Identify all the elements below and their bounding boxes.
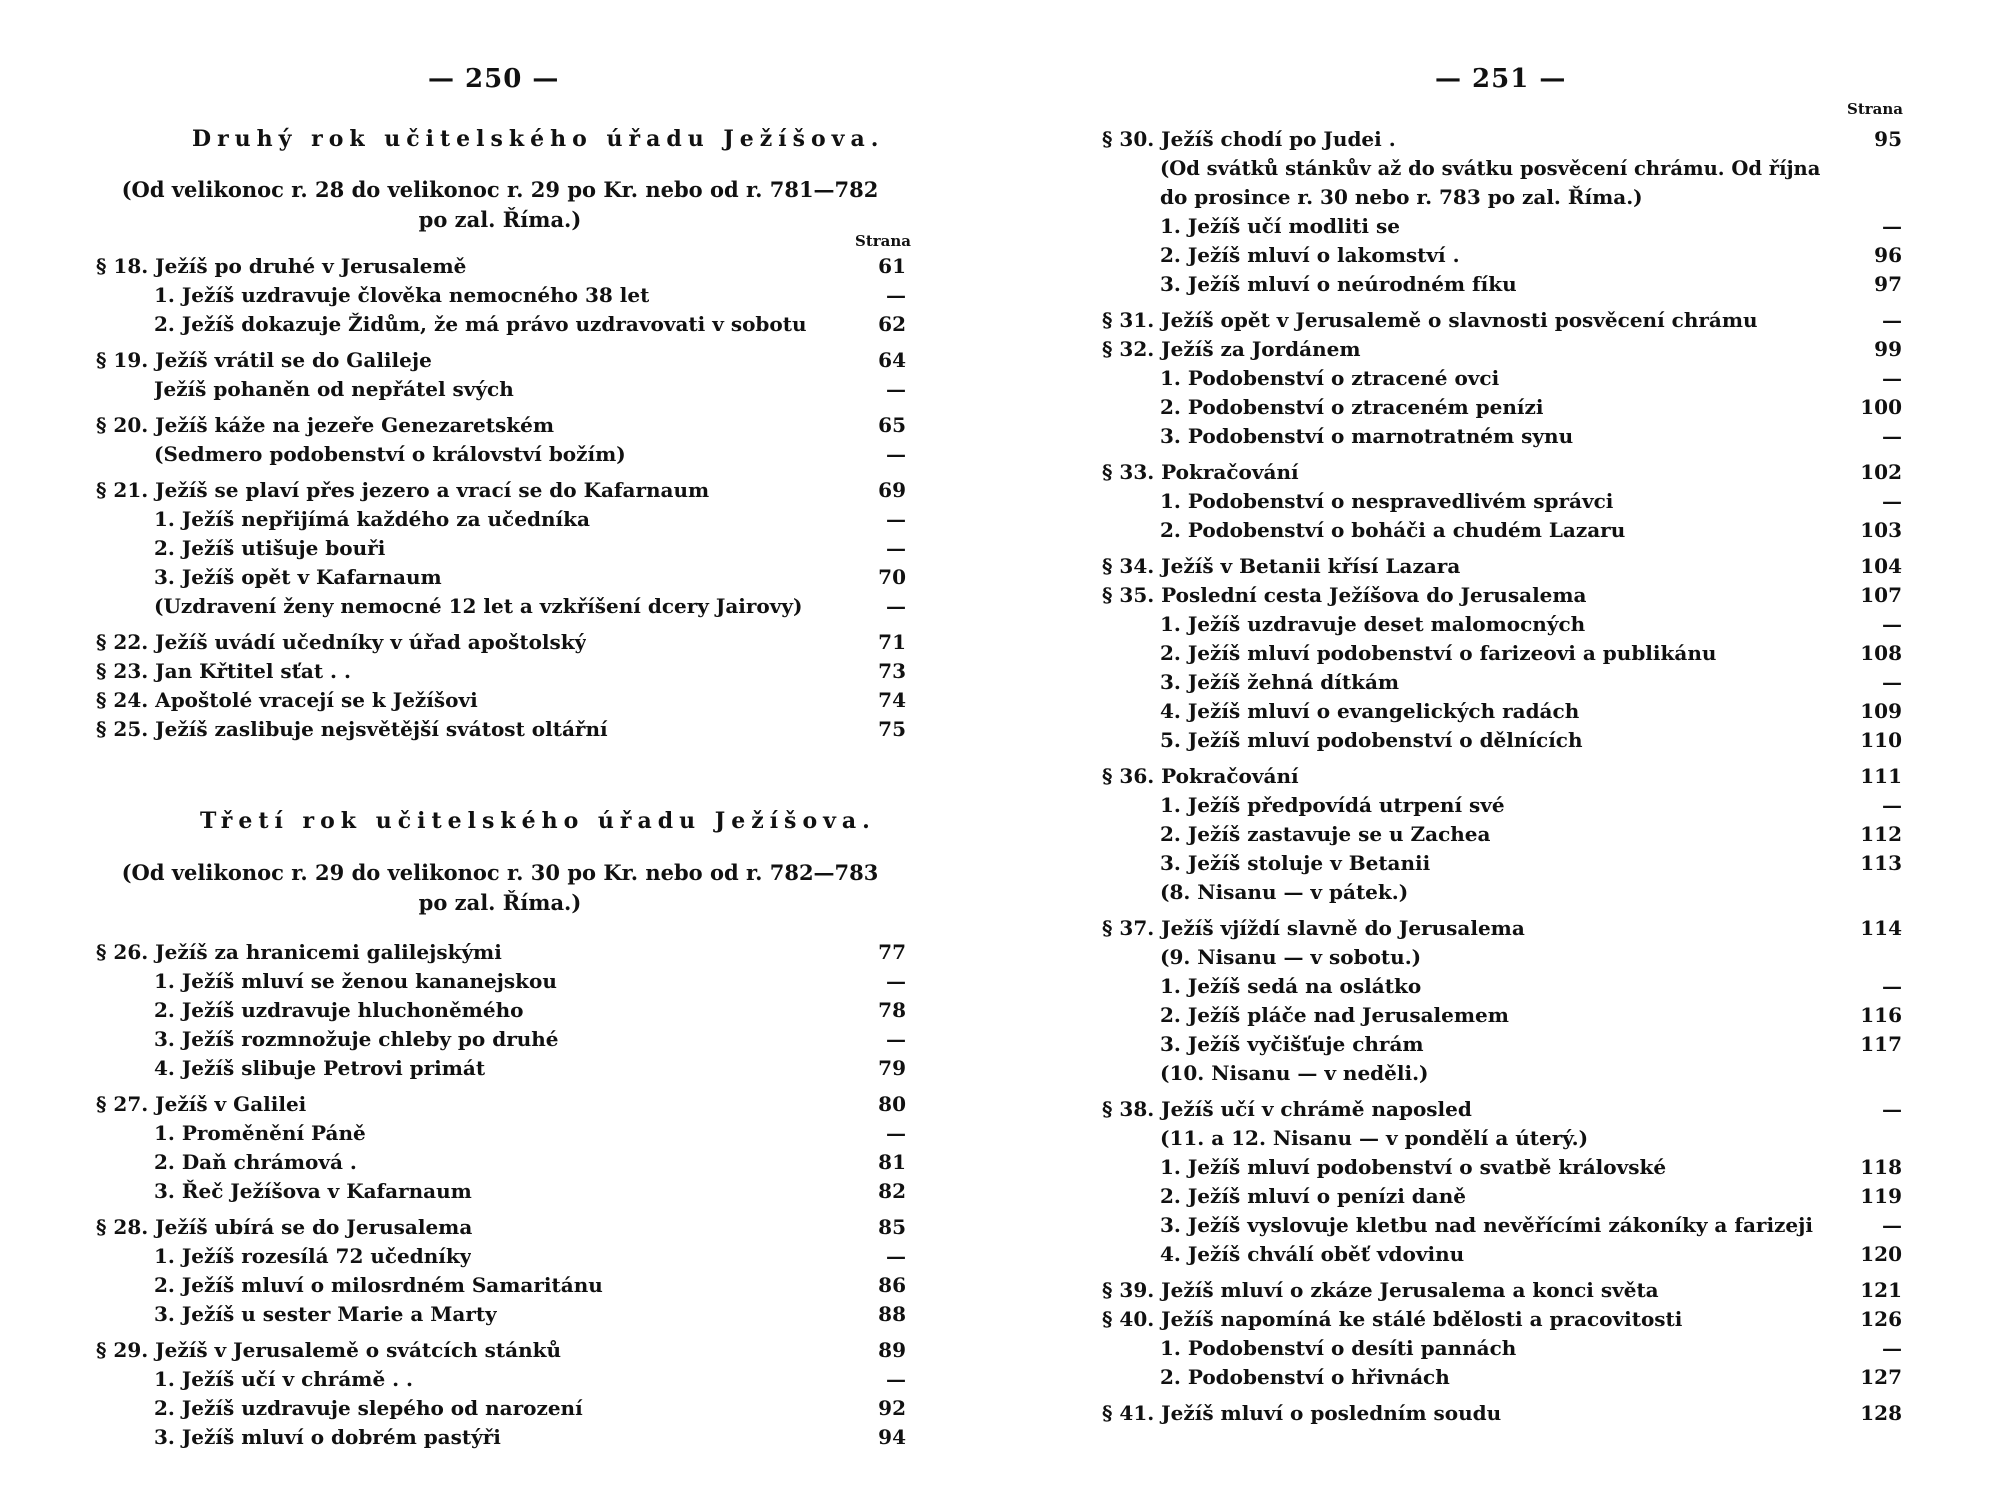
toc-row (1102, 154, 1902, 183)
toc-row (96, 505, 906, 534)
entry-page-number: 94 (878, 1425, 906, 1449)
page-number: — 251 — (1435, 64, 1567, 94)
entry-title: (Sedmero podobenství o království božím) (154, 442, 626, 466)
entry-page-number: — (1882, 214, 1902, 238)
entry-title: 1. Ježíš sedá na oslátko (1160, 974, 1422, 998)
entry-title: (10. Nisanu — v neděli.) (1160, 1061, 1429, 1085)
entry-title: 2. Podobenství o hřivnách (1160, 1365, 1450, 1389)
entry-title: 3. Ježíš žehná dítkám (1160, 670, 1400, 694)
toc-row (1102, 1030, 1902, 1059)
entry-title: 1. Proměnění Páně (154, 1121, 366, 1145)
entry-page-number: 78 (878, 998, 906, 1022)
entry-title: do prosince r. 30 nebo r. 783 po zal. Říma.) (1160, 185, 1643, 209)
toc-row (1102, 697, 1902, 726)
toc-row (96, 1177, 906, 1206)
entry-title: (8. Nisanu — v pátek.) (1160, 880, 1409, 904)
toc-row (96, 1271, 906, 1300)
entry-title: 1. Ježíš mluví podobenství o svatbě královské (1160, 1155, 1667, 1179)
toc-row (1102, 364, 1902, 393)
entry-page-number: — (1882, 1336, 1902, 1360)
toc-section-row (96, 686, 906, 715)
entry-page-number: 110 (1860, 728, 1902, 752)
entry-title: § 30. Ježíš chodí po Judei . (1102, 127, 1396, 151)
toc-row (1102, 212, 1902, 241)
toc-section-row (1102, 914, 1902, 943)
toc-section-row (96, 715, 906, 744)
entry-title: 2. Ježíš dokazuje Židům, že má právo uzdravovati v sobotu (154, 312, 807, 336)
toc-row (1102, 820, 1902, 849)
section-subtitle (110, 175, 890, 235)
entry-page-number: 127 (1860, 1365, 1902, 1389)
toc-section-row (1102, 335, 1902, 364)
entry-page-number: 62 (878, 312, 906, 336)
entry-page-number: — (1882, 1213, 1902, 1237)
toc-row (96, 1025, 906, 1054)
entry-title: § 19. Ježíš vrátil se do Galileje (96, 348, 432, 372)
toc-row (96, 1423, 906, 1452)
entry-page-number: 71 (878, 630, 906, 654)
toc-row (96, 967, 906, 996)
entry-title: 1. Ježíš učí v chrámě . . (154, 1367, 414, 1391)
entry-page-number: 112 (1860, 822, 1902, 846)
entry-page-number: — (886, 1244, 906, 1268)
entry-title: 2. Ježíš uzdravuje hluchoněmého (154, 998, 524, 1022)
entry-title: 1. Ježíš předpovídá utrpení své (1160, 793, 1505, 817)
entry-page-number: 89 (878, 1338, 906, 1362)
entry-title: 4. Ježíš slibuje Petrovi primát (154, 1056, 486, 1080)
entry-title: § 38. Ježíš učí v chrámě naposled (1102, 1097, 1472, 1121)
entry-page-number: — (1882, 612, 1902, 636)
entry-title: 2. Ježíš uzdravuje slepého od narození (154, 1396, 583, 1420)
toc-row (96, 534, 906, 563)
entry-page-number: 109 (1860, 699, 1902, 723)
entry-page-number: — (1882, 308, 1902, 332)
toc-section-row (1102, 1276, 1902, 1305)
toc-row (1102, 878, 1902, 907)
toc-row (1102, 1363, 1902, 1392)
section-subtitle-line-1: (Od velikonoc r. 28 do velikonoc r. 29 po Kr. nebo od r. 781—782 (121, 177, 879, 202)
toc-row (1102, 849, 1902, 878)
toc-section-row (1102, 762, 1902, 791)
entry-title: § 27. Ježíš v Galilei (96, 1092, 307, 1116)
entry-title: 2. Ježíš mluví o milosrdném Samaritánu (154, 1273, 603, 1297)
toc-row (96, 1300, 906, 1329)
entry-title: § 28. Ježíš ubírá se do Jerusalema (96, 1215, 473, 1239)
entry-page-number: 75 (878, 717, 906, 741)
toc-row (96, 1148, 906, 1177)
entry-page-number: 104 (1860, 554, 1902, 578)
toc-row (1102, 791, 1902, 820)
toc-section-row (1102, 1399, 1902, 1428)
entry-title: § 26. Ježíš za hranicemi galilejskými (96, 940, 502, 964)
toc-section-row (96, 346, 906, 375)
strana-label: Strana (1847, 100, 1904, 118)
toc-section-row (1102, 1095, 1902, 1124)
entry-title: 3. Ježíš rozmnožuje chleby po druhé (154, 1027, 559, 1051)
entry-title: § 37. Ježíš vjíždí slavně do Jerusalema (1102, 916, 1525, 940)
entry-page-number: 111 (1860, 764, 1902, 788)
toc-row (96, 375, 906, 404)
toc-row (1102, 422, 1902, 451)
toc-row (96, 310, 906, 339)
entry-page-number: — (886, 594, 906, 618)
entry-title: 2. Ježíš pláče nad Jerusalemem (1160, 1003, 1509, 1027)
entry-page-number: 100 (1860, 395, 1902, 419)
toc-section-row (1102, 581, 1902, 610)
right-page (997, 0, 1994, 1500)
toc-section-row (96, 476, 906, 505)
toc-row (1102, 1059, 1902, 1088)
entry-title: (9. Nisanu — v sobotu.) (1160, 945, 1422, 969)
toc-row (1102, 972, 1902, 1001)
toc-section-row (96, 938, 906, 967)
page-number: — 250 — (428, 64, 560, 94)
toc-section-row (96, 657, 906, 686)
entry-page-number: 113 (1860, 851, 1902, 875)
entry-title: 3. Ježíš vyčišťuje chrám (1160, 1032, 1424, 1056)
entry-page-number: 103 (1860, 518, 1902, 542)
entry-title: 1. Ježíš nepřijímá každého za učedníka (154, 507, 590, 531)
toc-row (1102, 487, 1902, 516)
entry-title: § 33. Pokračování (1102, 460, 1299, 484)
entry-title: 4. Ježíš mluví o evangelických radách (1160, 699, 1580, 723)
entry-page-number: 61 (878, 254, 906, 278)
entry-page-number: 73 (878, 659, 906, 683)
toc-row (1102, 668, 1902, 697)
entry-page-number: 81 (878, 1150, 906, 1174)
toc-row (1102, 639, 1902, 668)
entry-title: 2. Ježíš mluví o penízi daně (1160, 1184, 1466, 1208)
toc-row (96, 1242, 906, 1271)
toc-section-row (1102, 458, 1902, 487)
entry-page-number: — (886, 1121, 906, 1145)
entry-page-number: 77 (878, 940, 906, 964)
entry-title: § 24. Apoštolé vracejí se k Ježíšovi (96, 688, 478, 712)
entry-page-number: 64 (878, 348, 906, 372)
toc-row (96, 996, 906, 1025)
entry-title: 1. Ježíš rozesílá 72 učedníky (154, 1244, 472, 1268)
entry-title: 3. Ježíš stoluje v Betanii (1160, 851, 1431, 875)
entry-page-number: 126 (1860, 1307, 1902, 1331)
toc-row (96, 1054, 906, 1083)
entry-title: § 36. Pokračování (1102, 764, 1299, 788)
entry-page-number: 121 (1860, 1278, 1902, 1302)
entry-page-number: — (886, 442, 906, 466)
entry-page-number: 114 (1860, 916, 1902, 940)
entry-page-number: — (886, 1367, 906, 1391)
toc-list (1102, 125, 1902, 1428)
entry-title: Ježíš pohaněn od nepřátel svých (154, 377, 514, 401)
section-subtitle-2 (110, 858, 890, 918)
entry-title: § 23. Jan Křtitel sťat . . (96, 659, 351, 683)
toc-section-row (1102, 552, 1902, 581)
strana-label: Strana (855, 232, 912, 250)
entry-title: 1. Ježíš učí modliti se (1160, 214, 1400, 238)
entry-page-number: — (1882, 793, 1902, 817)
toc-row (1102, 516, 1902, 545)
entry-page-number: — (1882, 974, 1902, 998)
entry-page-number: — (886, 969, 906, 993)
entry-page-number: 118 (1860, 1155, 1902, 1179)
entry-title: (11. a 12. Nisanu — v pondělí a úterý.) (1160, 1126, 1589, 1150)
toc-list-2 (96, 938, 906, 1452)
entry-title: § 20. Ježíš káže na jezeře Genezaretském (96, 413, 555, 437)
entry-page-number: — (886, 1027, 906, 1051)
entry-title: § 34. Ježíš v Betanii křísí Lazara (1102, 554, 1461, 578)
entry-title: 3. Ježíš mluví o dobrém pastýři (154, 1425, 501, 1449)
toc-row (1102, 183, 1902, 212)
toc-row (1102, 393, 1902, 422)
entry-page-number: 96 (1874, 243, 1902, 267)
entry-title: § 41. Ježíš mluví o posledním soudu (1102, 1401, 1502, 1425)
toc-row (96, 1365, 906, 1394)
entry-page-number: 85 (878, 1215, 906, 1239)
entry-title: 3. Ježíš vyslovuje kletbu nad nevěřícími zákoníky a farizeji (1160, 1213, 1813, 1237)
entry-page-number: — (886, 536, 906, 560)
toc-row (96, 592, 906, 621)
entry-page-number: — (886, 377, 906, 401)
toc-row (96, 1119, 906, 1148)
entry-title: 2. Ježíš mluví o lakomství . (1160, 243, 1460, 267)
toc-row (1102, 241, 1902, 270)
toc-section-row (96, 411, 906, 440)
section-subtitle-line-2: po zal. Říma.) (418, 207, 582, 232)
entry-title: 2. Ježíš utišuje bouři (154, 536, 386, 560)
entry-title: 5. Ježíš mluví podobenství o dělnících (1160, 728, 1583, 752)
entry-title: § 29. Ježíš v Jerusalemě o svátcích stánků (96, 1338, 562, 1362)
entry-title: 2. Podobenství o ztraceném penízi (1160, 395, 1544, 419)
toc-row (1102, 610, 1902, 639)
entry-page-number: 107 (1860, 583, 1902, 607)
entry-page-number: — (886, 507, 906, 531)
section-title-2: Třetí rok učitelského úřadu Ježíšova. (200, 808, 876, 834)
entry-title: § 31. Ježíš opět v Jerusalemě o slavnosti posvěcení chrámu (1102, 308, 1758, 332)
entry-title: 3. Podobenství o marnotratném synu (1160, 424, 1574, 448)
entry-page-number: 108 (1860, 641, 1902, 665)
entry-page-number: — (1882, 366, 1902, 390)
entry-page-number: 70 (878, 565, 906, 589)
section-title: Druhý rok učitelského úřadu Ježíšova. (192, 126, 885, 152)
entry-page-number: 88 (878, 1302, 906, 1326)
toc-row (1102, 1124, 1902, 1153)
entry-page-number: — (1882, 1097, 1902, 1121)
entry-title: 1. Ježíš uzdravuje deset malomocných (1160, 612, 1586, 636)
toc-row (1102, 943, 1902, 972)
entry-title: 3. Řeč Ježíšova v Kafarnaum (154, 1179, 472, 1203)
toc-row (96, 563, 906, 592)
toc-row (1102, 270, 1902, 299)
toc-section-row (96, 1213, 906, 1242)
entry-page-number: 102 (1860, 460, 1902, 484)
entry-page-number: 82 (878, 1179, 906, 1203)
entry-title: § 25. Ježíš zaslibuje nejsvětější svátost oltářní (96, 717, 608, 741)
entry-title: 3. Ježíš u sester Marie a Marty (154, 1302, 497, 1326)
toc-row (96, 440, 906, 469)
entry-page-number: 79 (878, 1056, 906, 1080)
section-subtitle-2-line-1: (Od velikonoc r. 29 do velikonoc r. 30 po Kr. nebo od r. 782—783 (121, 860, 879, 885)
entry-title: 1. Podobenství o ztracené ovci (1160, 366, 1500, 390)
entry-title: 1. Ježíš uzdravuje člověka nemocného 38 let (154, 283, 650, 307)
entry-page-number: — (1882, 424, 1902, 448)
toc-row (1102, 1240, 1902, 1269)
entry-title: (Od svátků stánkův až do svátku posvěcení chrámu. Od října (1160, 157, 1821, 180)
entry-page-number: 95 (1874, 127, 1902, 151)
toc-section-row (96, 1090, 906, 1119)
entry-title: 2. Podobenství o boháči a chudém Lazaru (1160, 518, 1626, 542)
entry-title: 1. Ježíš mluví se ženou kananejskou (154, 969, 557, 993)
entry-title: 4. Ježíš chválí oběť vdovinu (1160, 1242, 1465, 1266)
entry-title: 1. Podobenství o desíti pannách (1160, 1336, 1517, 1360)
section-subtitle-2-line-2: po zal. Říma.) (418, 890, 582, 915)
entry-title: 3. Ježíš mluví o neúrodném fíku (1160, 272, 1517, 296)
entry-title: § 22. Ježíš uvádí učedníky v úřad apoštolský (96, 630, 587, 654)
toc-section-row (1102, 1305, 1902, 1334)
toc-row (96, 281, 906, 310)
entry-title: 2. Ježíš zastavuje se u Zachea (1160, 822, 1491, 846)
entry-page-number: — (1882, 489, 1902, 513)
entry-page-number: 65 (878, 413, 906, 437)
entry-page-number: — (1882, 670, 1902, 694)
toc-section-row (96, 252, 906, 281)
entry-title: 3. Ježíš opět v Kafarnaum (154, 565, 442, 589)
entry-title: § 18. Ježíš po druhé v Jerusalemě (96, 254, 467, 278)
toc-section-row (1102, 125, 1902, 154)
toc-row (1102, 1182, 1902, 1211)
toc-section-row (1102, 306, 1902, 335)
toc-row (1102, 1153, 1902, 1182)
entry-title: § 39. Ježíš mluví o zkáze Jerusalema a konci světa (1102, 1278, 1659, 1302)
entry-title: § 40. Ježíš napomíná ke stálé bdělosti a pracovitosti (1102, 1307, 1683, 1331)
toc-list (96, 252, 906, 744)
entry-page-number: 80 (878, 1092, 906, 1116)
entry-page-number: 69 (878, 478, 906, 502)
entry-title: (Uzdravení ženy nemocné 12 let a vzkříšení dcery Jairovy) (154, 594, 803, 618)
entry-page-number: 117 (1860, 1032, 1902, 1056)
toc-section-row (96, 1336, 906, 1365)
entry-page-number: 97 (1874, 272, 1902, 296)
entry-page-number: 128 (1860, 1401, 1902, 1425)
toc-row (1102, 726, 1902, 755)
toc-section-row (96, 628, 906, 657)
entry-page-number: 120 (1860, 1242, 1902, 1266)
entry-title: § 35. Poslední cesta Ježíšova do Jerusalema (1102, 583, 1587, 607)
toc-row (96, 1394, 906, 1423)
entry-page-number: 116 (1860, 1003, 1902, 1027)
entry-title: 2. Ježíš mluví podobenství o farizeovi a publikánu (1160, 641, 1717, 665)
entry-page-number: 92 (878, 1396, 906, 1420)
entry-page-number: 86 (878, 1273, 906, 1297)
toc-row (1102, 1334, 1902, 1363)
entry-title: 1. Podobenství o nespravedlivém správci (1160, 489, 1614, 513)
entry-title: 2. Daň chrámová . (154, 1150, 357, 1174)
entry-title: § 21. Ježíš se plaví přes jezero a vrací se do Kafarnaum (96, 478, 710, 502)
toc-row (1102, 1211, 1902, 1240)
toc-row (1102, 1001, 1902, 1030)
entry-page-number: 74 (878, 688, 906, 712)
entry-page-number: 119 (1860, 1184, 1902, 1208)
entry-title: § 32. Ježíš za Jordánem (1102, 337, 1361, 361)
entry-page-number: 99 (1874, 337, 1902, 361)
entry-page-number: — (886, 283, 906, 307)
